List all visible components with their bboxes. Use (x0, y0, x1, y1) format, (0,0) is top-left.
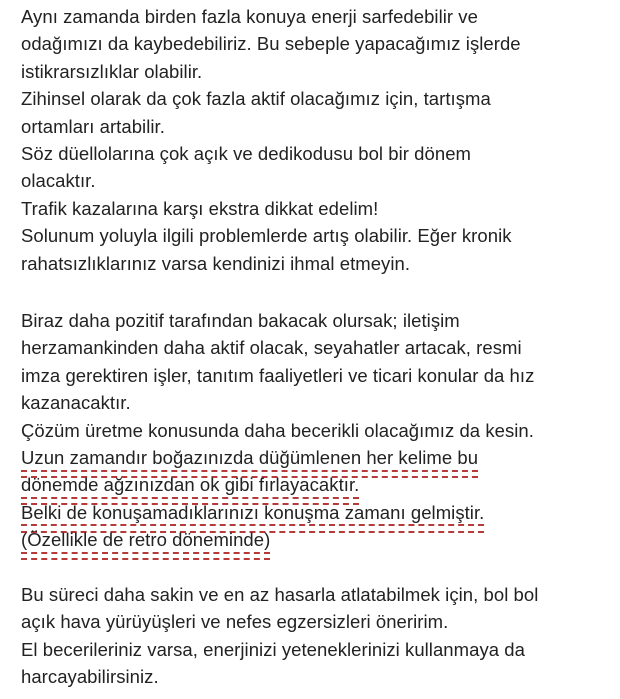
text-line: Bu süreci daha sakin ve en az hasarla atlatabilmek için, bol bol (21, 584, 539, 605)
text-line: odağımızı da kaybedebiliriz. Bu sebeple yapacağımız işlerde (21, 33, 521, 55)
text-line: rahatsızlıklarınız varsa kendinizi ihmal etmeyin. (21, 252, 411, 274)
text-line: Çözüm üretme konusunda daha becerikli olacağımız da kesin. (21, 419, 534, 441)
text-line: olacaktır. (21, 170, 96, 192)
text-line: Solunum yoluyla ilgili problemlerde artış olabilir. Eğer kronik (21, 225, 512, 247)
text-line: herzamankinden daha aktif olacak, seyahatler artacak, resmi (21, 337, 522, 359)
text-line-underlined (21, 471, 611, 498)
text-line: Zihinsel olarak da çok fazla aktif olacağımız için, tartışma (21, 88, 491, 110)
underlined-text: (Özellikle de retro döneminde) (21, 529, 271, 551)
text-line: Söz düellolarına çok açık ve dedikodusu bol bir dönem (21, 143, 472, 165)
text-line: Trafik kazalarına karşı ekstra dikkat edelim! (21, 197, 379, 219)
underlined-text: dönemde ağzınızdan ok gibi fırlayacaktır. (21, 474, 360, 496)
text-line: ortamları artabilir. (21, 115, 165, 137)
text-line: imza gerektiren işler, tanıtım faaliyetleri ve ticari konular da hız (21, 364, 535, 386)
text-line: Biraz daha pozitif tarafından bakacak olursak; iletişim (21, 310, 460, 331)
underlined-text: Uzun zamandır boğazınızda düğümlenen her kelime bu (21, 447, 479, 469)
paragraph-advice (21, 581, 611, 691)
paragraph-positive-side (21, 307, 611, 554)
text-line: açık hava yürüyüşleri ve nefes egzersizleri öneririm. (21, 611, 449, 633)
text-line: harcayabilirsiniz. (21, 666, 159, 688)
text-line-underlined (21, 499, 611, 526)
text-line: kazanacaktır. (21, 392, 131, 414)
text-line: Aynı zamanda birden fazla konuya enerji sarfedebilir ve (21, 6, 478, 27)
underlined-text: Belki de konuşamadıklarınızı konuşma zamanı gelmiştir. (21, 501, 485, 523)
paragraph-energy-warnings (21, 3, 611, 277)
text-line: El becerileriniz varsa, enerjinizi yeteneklerinizi kullanmaya da (21, 638, 525, 660)
text-line: istikrarsızlıklar olabilir. (21, 60, 203, 82)
text-line-underlined (21, 444, 611, 471)
